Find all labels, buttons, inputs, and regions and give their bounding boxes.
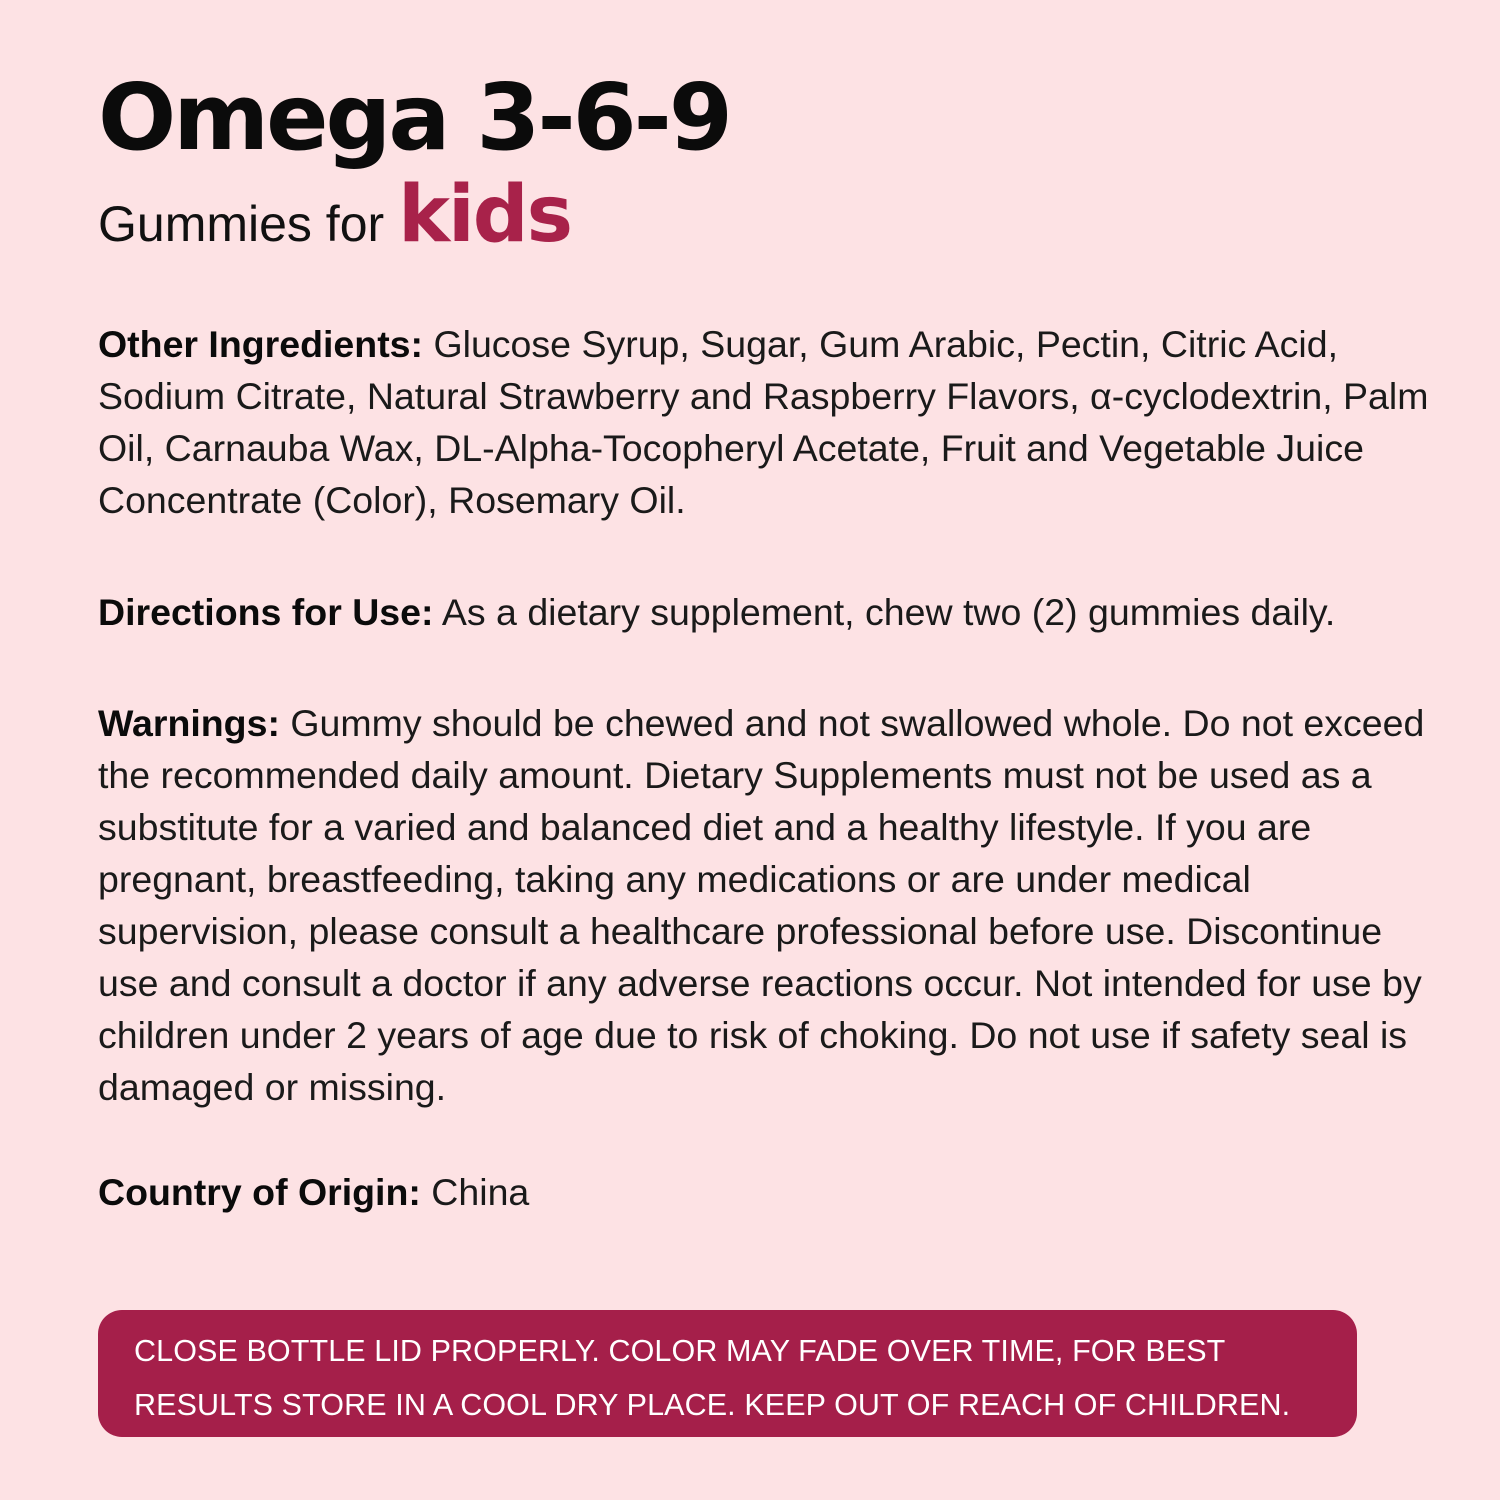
- directions-label: Directions for Use:: [98, 591, 434, 633]
- warnings-section: [98, 697, 1438, 1113]
- ingredients-label: Other Ingredients:: [98, 323, 424, 365]
- origin-section: [98, 1166, 1438, 1218]
- page-title: Omega 3-6-9: [98, 64, 730, 171]
- ingredients-text: Glucose Syrup, Sugar, Gum Arabic, Pectin, Citric Acid, Sodium Citrate, Natural Strawberry and Raspberry Flavors, α-cyclodextrin, Palm Oil, Carnauba Wax, DL-Alpha-Tocopheryl Acetate, Fruit and Vegetable Juice Concentrate (Color), Rosemary Oil.: [98, 323, 1429, 521]
- directions-section: [98, 586, 1438, 638]
- origin-text: China: [431, 1171, 530, 1213]
- subtitle-text: Gummies for: [98, 196, 385, 252]
- subtitle-accent: kids: [398, 170, 572, 260]
- warnings-label: Warnings:: [98, 702, 280, 744]
- storage-notice-banner: [98, 1310, 1357, 1437]
- subtitle: [98, 170, 571, 260]
- ingredients-section: [98, 318, 1438, 526]
- origin-label: Country of Origin:: [98, 1171, 421, 1213]
- warnings-text: Gummy should be chewed and not swallowed whole. Do not exceed the recommended daily amount. Dietary Supplements must not be used as a substitute for a varied and balanced diet and a healthy lifestyle. If you are pregnant, breastfeeding, taking any medications or are under medical supervision, please consult a healthcare professional before use. Discontinue use and consult a doctor if any adverse reactions occur. Not intended for use by children under 2 years of age due to risk of choking. Do not use if safety seal is damaged or missing.: [98, 702, 1425, 1108]
- directions-text: As a dietary supplement, chew two (2) gummies daily.: [441, 591, 1336, 633]
- storage-notice-text: CLOSE BOTTLE LID PROPERLY. COLOR MAY FADE OVER TIME, FOR BEST RESULTS STORE IN A COOL DRY PLACE. KEEP OUT OF REACH OF CHILDREN.: [134, 1334, 1291, 1422]
